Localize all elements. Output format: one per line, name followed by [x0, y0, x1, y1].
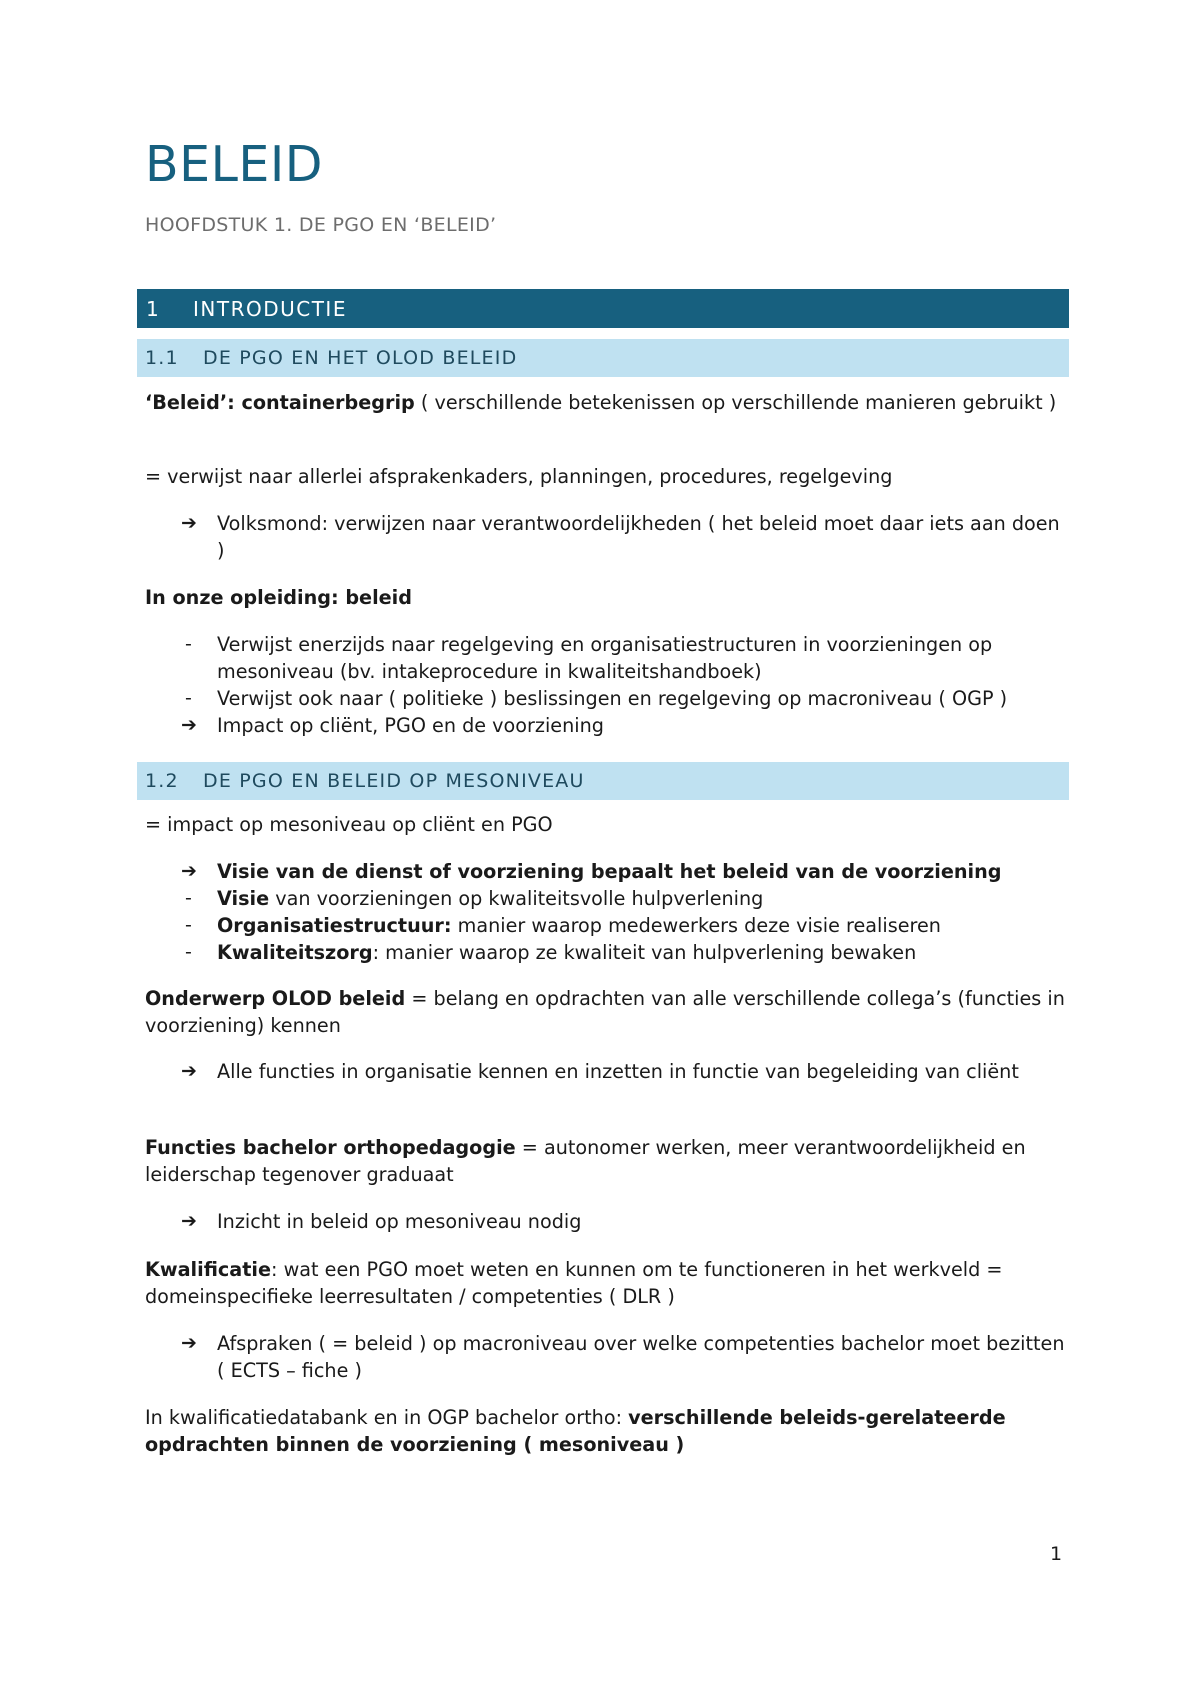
paragraph-beleid-definition: [145, 389, 1065, 416]
arrow-item-text: Afspraken ( = beleid ) op macroniveau over welke competenties bachelor moet bezitten ( ECTS – fiche ): [217, 1332, 1065, 1382]
bold-term: In onze opleiding: beleid: [145, 586, 412, 609]
section-number: 1.1: [145, 347, 179, 369]
arrow-item-text: Inzicht in beleid op mesoniveau nodig: [217, 1210, 582, 1233]
bold-term: Kwaliteitszorg: [217, 941, 373, 964]
list-block: [181, 631, 1065, 739]
bold-term: ‘Beleid’: containerbegrip: [145, 391, 415, 414]
arrow-icon: ➔: [181, 512, 197, 534]
paragraph-text: ( verschillende betekenissen op verschillende manieren gebruikt ): [414, 391, 1057, 414]
paragraph-text: = belang en opdrachten van alle verschillende collega’s (functies in voorziening) kennen: [145, 987, 1065, 1037]
arrow-item-text: Alle functies in organisatie kennen en inzetten in functie van begeleiding van cliënt: [217, 1060, 1019, 1083]
section-number: 1: [146, 296, 161, 321]
list-item: [181, 712, 1065, 739]
dash-bullet: -: [185, 914, 192, 936]
document-subtitle: HOOFDSTUK 1. DE PGO EN ‘BELEID’: [145, 214, 497, 236]
list-item: [181, 939, 1065, 966]
paragraph-in-onze-opleiding: [145, 584, 1065, 611]
section-title: INTRODUCTIE: [193, 296, 347, 321]
arrow-icon: ➔: [181, 1332, 197, 1354]
paragraph-kwalificatiedatabank: [145, 1404, 1065, 1458]
list-item: [181, 858, 1065, 885]
bold-term: Onderwerp OLOD beleid: [145, 987, 406, 1010]
section-title: DE PGO EN HET OLOD BELEID: [203, 347, 518, 369]
section-heading-1-1: [137, 339, 1069, 377]
arrow-item: [181, 510, 1065, 564]
list-item-text: Verwijst ook naar ( politieke ) beslissingen en regelgeving op macroniveau ( OGP ): [217, 687, 1008, 710]
section-number: 1.2: [145, 770, 179, 792]
arrow-item: [181, 1208, 1065, 1235]
dash-bullet: -: [185, 633, 192, 655]
dash-bullet: -: [185, 687, 192, 709]
arrow-icon: ➔: [181, 1210, 197, 1232]
list-item: [181, 885, 1065, 912]
bold-term: Organisatiestructuur:: [217, 914, 452, 937]
paragraph-functies-bachelor: [145, 1134, 1065, 1188]
page-number: 1: [1050, 1543, 1063, 1565]
list-item: [181, 912, 1065, 939]
list-item-text: : manier waarop ze kwaliteit van hulpverlening bewaken: [372, 941, 917, 964]
paragraph-kwalificatie: [145, 1256, 1065, 1310]
section-heading-1-2: [137, 762, 1069, 800]
dash-bullet: -: [185, 887, 192, 909]
list-item: [181, 685, 1065, 712]
paragraph-refers-to: = verwijst naar allerlei afsprakenkaders, planningen, procedures, regelgeving: [145, 465, 893, 488]
section-heading-1: [137, 289, 1069, 328]
list-block: [181, 858, 1065, 966]
arrow-icon: ➔: [181, 860, 197, 882]
list-item-text: Impact op cliënt, PGO en de voorziening: [217, 714, 604, 737]
arrow-item: [181, 1330, 1065, 1384]
list-item-text: manier waarop medewerkers deze visie realiseren: [451, 914, 941, 937]
paragraph-text: : wat een PGO moet weten en kunnen om te functioneren in het werkveld = domeinspecifieke leerresultaten / competenties ( DLR ): [145, 1258, 1003, 1308]
document-title: BELEID: [145, 136, 324, 193]
bold-term: verschillende beleids-gerelateerde opdrachten binnen de voorziening ( mesoniveau ): [145, 1406, 1006, 1456]
list-item-text: Visie van de dienst of voorziening bepaalt het beleid van de voorziening: [217, 860, 1002, 883]
bold-term: Kwalificatie: [145, 1258, 272, 1281]
bold-term: Visie: [217, 887, 270, 910]
paragraph-onderwerp-olod: [145, 985, 1065, 1039]
arrow-icon: ➔: [181, 714, 197, 736]
paragraph-text: = autonomer werken, meer verantwoordelijkheid en leiderschap tegenover graduaat: [145, 1136, 1026, 1186]
list-item-text: van voorzieningen op kwaliteitsvolle hulpverlening: [269, 887, 764, 910]
bold-term: Functies bachelor orthopedagogie: [145, 1136, 516, 1159]
list-item-text: Verwijst enerzijds naar regelgeving en organisatiestructuren in voorzieningen op mesoniveau (bv. intakeprocedure in kwaliteitshandboek): [217, 633, 993, 683]
paragraph-impact: = impact op mesoniveau op cliënt en PGO: [145, 813, 553, 836]
arrow-item-text: Volksmond: verwijzen naar verantwoordelijkheden ( het beleid moet daar iets aan doen ): [217, 512, 1060, 562]
section-title: DE PGO EN BELEID OP MESONIVEAU: [203, 770, 585, 792]
arrow-item: [181, 1058, 1065, 1085]
list-item: [181, 631, 1065, 685]
arrow-icon: ➔: [181, 1060, 197, 1082]
dash-bullet: -: [185, 941, 192, 963]
paragraph-text: In kwalificatiedatabank en in OGP bachelor ortho:: [145, 1406, 629, 1429]
